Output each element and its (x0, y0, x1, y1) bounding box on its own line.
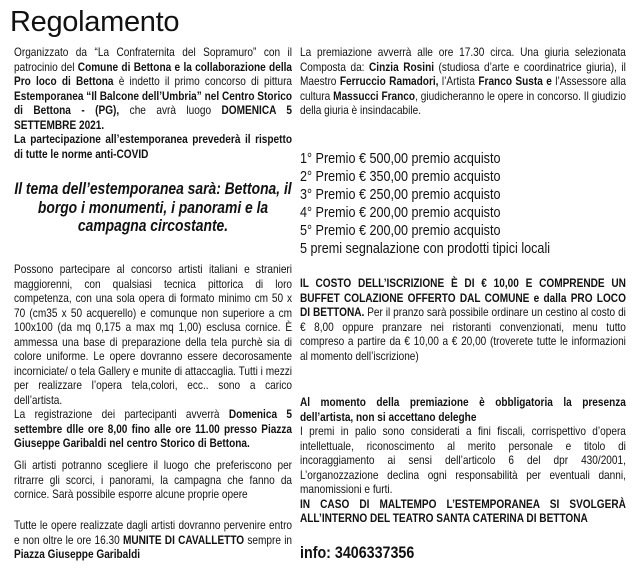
bold-text-run: Domenica 5 settembre dlle ore 8,00 fino alle ore 11.00 presso Piazza Giuseppe Garibaldi nel centro Storico di Bettona. (14, 407, 293, 450)
text-run: che avrà luogo (119, 103, 222, 117)
text-run: , giudicheranno le opere in concorso. Il giudizio della giuria è insindacabile. (300, 88, 626, 117)
prize-item: 5 premi segnalazione con prodotti tipici locali (300, 240, 551, 257)
bold-text-run: Estemporanea “Il Balcone dell’Umbria” nel Centro Storico di Bettona - (PG), (14, 88, 293, 117)
presence-note (300, 395, 626, 424)
bold-text-run: Ferruccio Ramadori, (339, 74, 439, 88)
text-run: La premiazione avverrà alle ore 17.30 circa. Una giuria selezionata Composta da: (300, 45, 626, 74)
participation-text (14, 262, 292, 407)
fee-paragraph (300, 276, 626, 363)
jury-paragraph (300, 45, 626, 118)
text-run: Gli artisti potranno scegliere il luogo che preferiscono per ritrarre gli scorci, i panorami, la campagna che fanno da cornice. Sarà possibile esporre alcune proprie opere (14, 458, 293, 501)
prize-item: 4° Premio € 200,00 premio acquisto (300, 204, 501, 221)
bold-text-run: Comune di Bettona e la collaborazione della Pro loco di Bettona (14, 59, 293, 88)
prize-item: 3° Premio € 250,00 premio acquisto (300, 186, 501, 203)
text-run: Organizzato da “La Confraternita del Sopramuro” con il patrocinio del (14, 45, 293, 74)
text-run: La registrazione dei partecipanti avverrà (14, 407, 229, 421)
bold-text-run: Piazza Giuseppe Garibaldi (14, 547, 141, 561)
bold-text-run: Cinzia Rosini (369, 59, 435, 74)
weather-note (300, 497, 626, 526)
places-text (14, 458, 292, 502)
bold-text-run: MUNITE DI CAVALLETTO (122, 532, 245, 547)
bold-text-run: Franco Susta e (478, 74, 552, 88)
delivery-paragraph (14, 518, 292, 562)
text-run: sempre in (244, 532, 293, 547)
info-contact: info: 3406337356 (300, 543, 415, 562)
text-run: Possono partecipare al concorso artisti italiani e stranieri maggiorenni, con qualsiasi tecnica pittorica di loro competenza, con una sola opera di formato minimo cm 50 x 70 (cm35 x 50 acquerello) e comunque non superiore a cm 100x100 (da mq 0,175 a max mq 1,00) esclusa cornice. È ammessa una base di preparazione della tela purchè sia di colore uniforme. Le opere dovranno essere decorosamente incorniciate/ o tela Gallery e munite di attaccaglia. Tutti i mezzi per realizzare l’opera tela,colori, ecc.. sono a carico dell’artista. (14, 262, 293, 407)
bold-text-run: DOMENICA 5 SETTEMBRE 2021. (14, 103, 293, 132)
covid-note (14, 132, 292, 161)
page-title: Regolamento (10, 6, 180, 38)
prize-item: 2° Premio € 350,00 premio acquisto (300, 168, 501, 185)
text-run: (studiosa d’arte e coordinatrice giuria), il Maestro (300, 59, 626, 88)
text-run: è indetto il primo concorso di pittura (113, 74, 293, 88)
text-run: I premi in palio sono considerati a fini fiscali, corrispettivo d’opera intellettuale, riconoscimento al merito personale e titolo di incoraggiamento ai sensi dell’articolo 6 del dpr 430/2001, L’organozzazione declina ogni responsabilità per eventuali danni, manomissioni e furti. (300, 424, 626, 496)
prizes-note (300, 424, 626, 497)
intro-paragraph (14, 45, 292, 161)
text-run: Per il pranzo sarà possibile ordinare un cestino al costo di € 8,00 oppure pranzare nei ristoranti convenzionati, menu tutto compreso a partire da € 10,00 a € 20,00 (troverete tutte le informazioni al momento dell’iscrizione) (300, 305, 626, 363)
text-run: l’Artista (438, 74, 479, 88)
prize-list (300, 150, 626, 258)
prize-item: 5° Premio € 200,00 premio acquisto (300, 222, 501, 239)
prize-item: 1° Premio € 500,00 premio acquisto (300, 150, 501, 167)
bold-text-run: Massucci Franco (333, 88, 416, 103)
theme-statement: Il tema dell’estemporanea sarà: Bettona, il borgo i monumenti, i panorami e la campagna circostante. (14, 180, 292, 235)
registration-text (14, 407, 292, 451)
jury-text (300, 45, 626, 118)
bold-text-run: La partecipazione all’estemporanea prevederà il rispetto di tutte le norme anti-COVID (14, 132, 293, 161)
text-run: l’Assessore alla cultura (300, 74, 626, 103)
text-run: Tutte le opere realizzate dagli artisti dovranno pervenire entro e non oltre le ore 16.30 (14, 518, 293, 547)
rules-paragraph (300, 395, 626, 526)
fee-text (300, 276, 626, 363)
places-paragraph (14, 458, 292, 502)
bold-text-run: IL COSTO DELL’ISCRIZIONE È DI € 10,00 E COMPRENDE UN BUFFET COLAZIONE OFFERTO DAL COMUNE e dalla PRO LOCO DI BETTONA. (300, 276, 626, 319)
bold-text-run: IN CASO DI MALTEMPO L’ESTEMPORANEA SI SVOLGERÀ ALL’INTERNO DEL TEATRO SANTA CATERINA DI BETTONA (300, 496, 626, 525)
bold-text-run: Al momento della premiazione è obbligatoria la presenza dell’artista, non si accettano deleghe (300, 395, 626, 424)
delivery-text (14, 518, 292, 562)
intro-text (14, 45, 292, 132)
participation-paragraph (14, 262, 292, 451)
